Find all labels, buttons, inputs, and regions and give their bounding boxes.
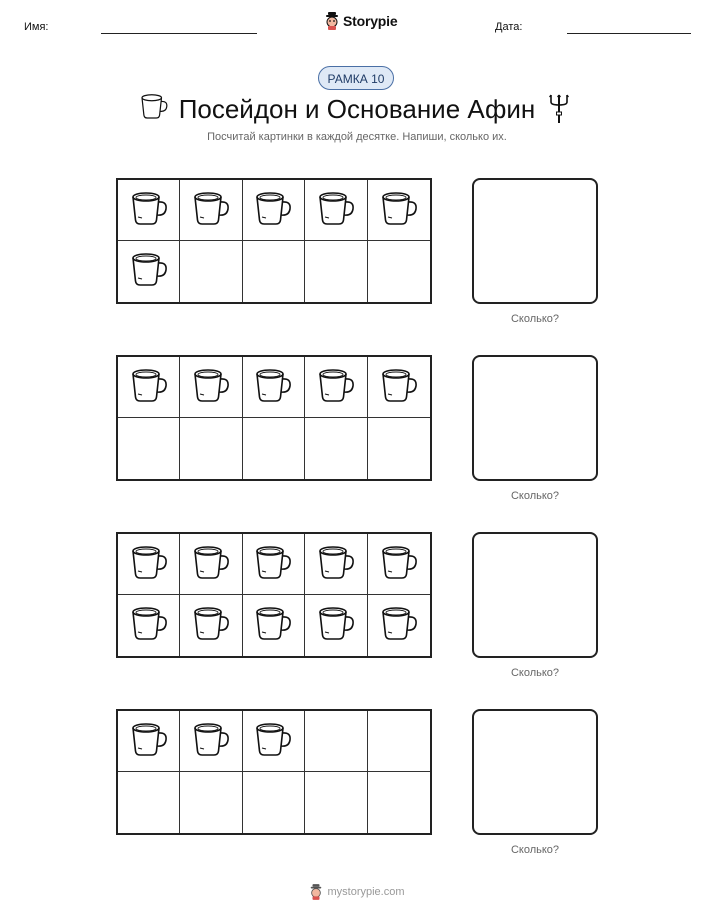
- ten-frame-cell: [368, 595, 430, 656]
- ten-frame-cell: [180, 772, 242, 833]
- ten-frame-cell: [305, 180, 367, 241]
- ten-frame-cell: [368, 534, 430, 595]
- date-label: Дата:: [495, 21, 523, 33]
- cup-icon: [316, 365, 356, 410]
- cup-icon: [253, 365, 293, 410]
- ten-frame-cell: [118, 772, 180, 833]
- answer-box[interactable]: [472, 709, 598, 835]
- cup-icon: [316, 542, 356, 587]
- answer-label: Сколько?: [510, 490, 560, 502]
- ten-frame-cell: [305, 595, 367, 656]
- cup-icon: [191, 603, 231, 648]
- cup-icon: [379, 365, 419, 410]
- ten-frame-cell: [243, 180, 305, 241]
- cup-icon: [191, 719, 231, 764]
- ten-frame-cell: [118, 180, 180, 241]
- ten-frame-cell: [305, 711, 367, 772]
- ten-frame-cell: [305, 534, 367, 595]
- ten-frame-cell: [118, 711, 180, 772]
- ten-frame-cell: [180, 241, 242, 302]
- footer: [0, 884, 714, 900]
- ten-frame-cell: [118, 241, 180, 302]
- cup-icon: [379, 542, 419, 587]
- ten-frame-cell: [243, 595, 305, 656]
- cup-icon: [191, 542, 231, 587]
- ten-frame-cell: [368, 772, 430, 833]
- ten-frame: [116, 178, 432, 304]
- cup-icon: [253, 719, 293, 764]
- cup-icon: [129, 365, 169, 410]
- cup-icon: [129, 542, 169, 587]
- ten-frame-cell: [368, 418, 430, 479]
- cup-icon: [379, 603, 419, 648]
- ten-frame-cell: [243, 711, 305, 772]
- ten-frame: [116, 709, 432, 835]
- frame-badge: РАМКА 10: [318, 66, 394, 90]
- brand-logo: [324, 12, 397, 30]
- ten-frame-cell: [243, 772, 305, 833]
- name-line[interactable]: [101, 33, 257, 34]
- ten-frame: [116, 355, 432, 481]
- ten-frame-cell: [368, 357, 430, 418]
- cup-icon: [253, 603, 293, 648]
- ten-frame-cell: [180, 418, 242, 479]
- ten-frame-cell: [368, 180, 430, 241]
- ten-frame-cell: [305, 241, 367, 302]
- cup-icon: [129, 188, 169, 233]
- cup-icon: [379, 188, 419, 233]
- ten-frame: [116, 532, 432, 658]
- ten-frame-cell: [243, 534, 305, 595]
- ten-frame-cell: [305, 772, 367, 833]
- ten-frame-cell: [305, 357, 367, 418]
- page-title: Посейдон и Основание Афин: [178, 94, 536, 124]
- ten-frame-cell: [243, 241, 305, 302]
- ten-frame-cell: [180, 711, 242, 772]
- cup-icon: [129, 719, 169, 764]
- answer-label: Сколько?: [510, 313, 560, 325]
- storypie-mascot-icon: [324, 12, 340, 30]
- cup-icon: [316, 188, 356, 233]
- cup-icon: [129, 603, 169, 648]
- brand-name: Storypie: [343, 13, 398, 29]
- ten-frame-cell: [118, 418, 180, 479]
- ten-frame-cell: [118, 534, 180, 595]
- ten-frame-cell: [305, 418, 367, 479]
- answer-label: Сколько?: [510, 844, 560, 856]
- cup-icon: [253, 542, 293, 587]
- ten-frame-cell: [243, 357, 305, 418]
- ten-frame-cell: [180, 357, 242, 418]
- ten-frame-cell: [368, 711, 430, 772]
- ten-frame-cell: [180, 180, 242, 241]
- footer-url: mystorypie.com: [327, 886, 405, 898]
- date-line[interactable]: [567, 33, 691, 34]
- trident-icon: [548, 91, 570, 130]
- storypie-mascot-icon: [309, 884, 323, 900]
- cup-icon: [191, 365, 231, 410]
- answer-box[interactable]: [472, 532, 598, 658]
- ten-frame-cell: [118, 595, 180, 656]
- name-label: Имя:: [24, 21, 49, 33]
- answer-label: Сколько?: [510, 667, 560, 679]
- ten-frame-cell: [243, 418, 305, 479]
- instructions: Посчитай картинки в каждой десятке. Напиши, сколько их.: [207, 131, 507, 143]
- ten-frame-cell: [180, 534, 242, 595]
- ten-frame-cell: [180, 595, 242, 656]
- answer-box[interactable]: [472, 355, 598, 481]
- cup-icon: [316, 603, 356, 648]
- cup-icon: [191, 188, 231, 233]
- ten-frame-cell: [368, 241, 430, 302]
- cup-icon: [253, 188, 293, 233]
- ten-frame-cell: [118, 357, 180, 418]
- answer-box[interactable]: [472, 178, 598, 304]
- cup-icon: [129, 249, 169, 294]
